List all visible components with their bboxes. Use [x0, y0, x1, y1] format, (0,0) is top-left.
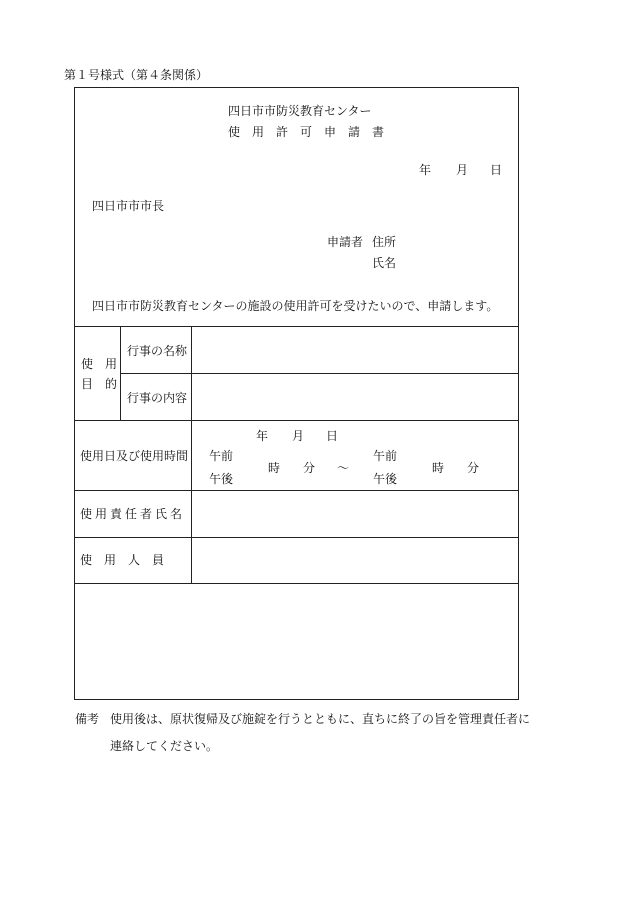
end-hour-label: 時	[432, 461, 445, 475]
usage-month-label: 月	[292, 429, 305, 443]
purpose-label-line2: 目 的	[81, 377, 118, 391]
responsible-top-line	[74, 490, 519, 491]
end-minute-label: 分	[467, 461, 480, 475]
datetime-top-line	[74, 420, 519, 421]
start-minute-label: 分	[303, 461, 316, 475]
application-statement: 四日市市防災教育センターの施設の使用許可を受けたいので、申請します。	[92, 299, 499, 313]
users-bottom-line	[74, 583, 519, 584]
end-am-label: 午前	[373, 449, 398, 463]
name-label: 氏名	[372, 256, 397, 270]
address-label: 住所	[372, 235, 397, 249]
start-pm-label: 午後	[209, 472, 234, 486]
usage-year-label: 年	[256, 429, 269, 443]
purpose-divider-line	[120, 373, 519, 374]
form-number: 第１号様式（第４条関係）	[64, 68, 209, 82]
remarks-label: 備考	[75, 712, 100, 726]
table-top-line	[74, 326, 519, 327]
users-top-line	[74, 537, 519, 538]
start-hour-label: 時	[268, 461, 281, 475]
usage-datetime-label: 使用日及び使用時間	[80, 449, 189, 463]
label-column-line	[191, 326, 192, 583]
range-tilde: ～	[337, 461, 350, 475]
end-pm-label: 午後	[373, 472, 398, 486]
responsible-person-label: 使用責任者氏名	[80, 507, 186, 521]
facility-name: 四日市市防災教育センター	[228, 104, 372, 118]
start-am-label: 午前	[209, 449, 234, 463]
remarks-line1: 使用後は、原状復帰及び施錠を行うとともに、直ちに終了の旨を管理責任者に	[110, 712, 531, 726]
usage-day-label: 日	[326, 429, 339, 443]
number-of-users-label: 使 用 人 員	[80, 553, 165, 567]
date-day-label: 日	[490, 163, 503, 177]
document-title: 使 用 許 可 申 請 書	[228, 125, 385, 139]
applicant-label: 申請者	[327, 235, 364, 249]
purpose-label-line1: 使 用	[81, 357, 118, 371]
event-content-label: 行事の内容	[127, 391, 188, 405]
purpose-column-line	[120, 326, 121, 420]
addressee: 四日市市市長	[92, 199, 165, 213]
date-year-label: 年	[419, 163, 432, 177]
event-name-label: 行事の名称	[127, 344, 188, 358]
remarks-line2: 連絡してください。	[110, 739, 219, 753]
date-month-label: 月	[456, 163, 469, 177]
